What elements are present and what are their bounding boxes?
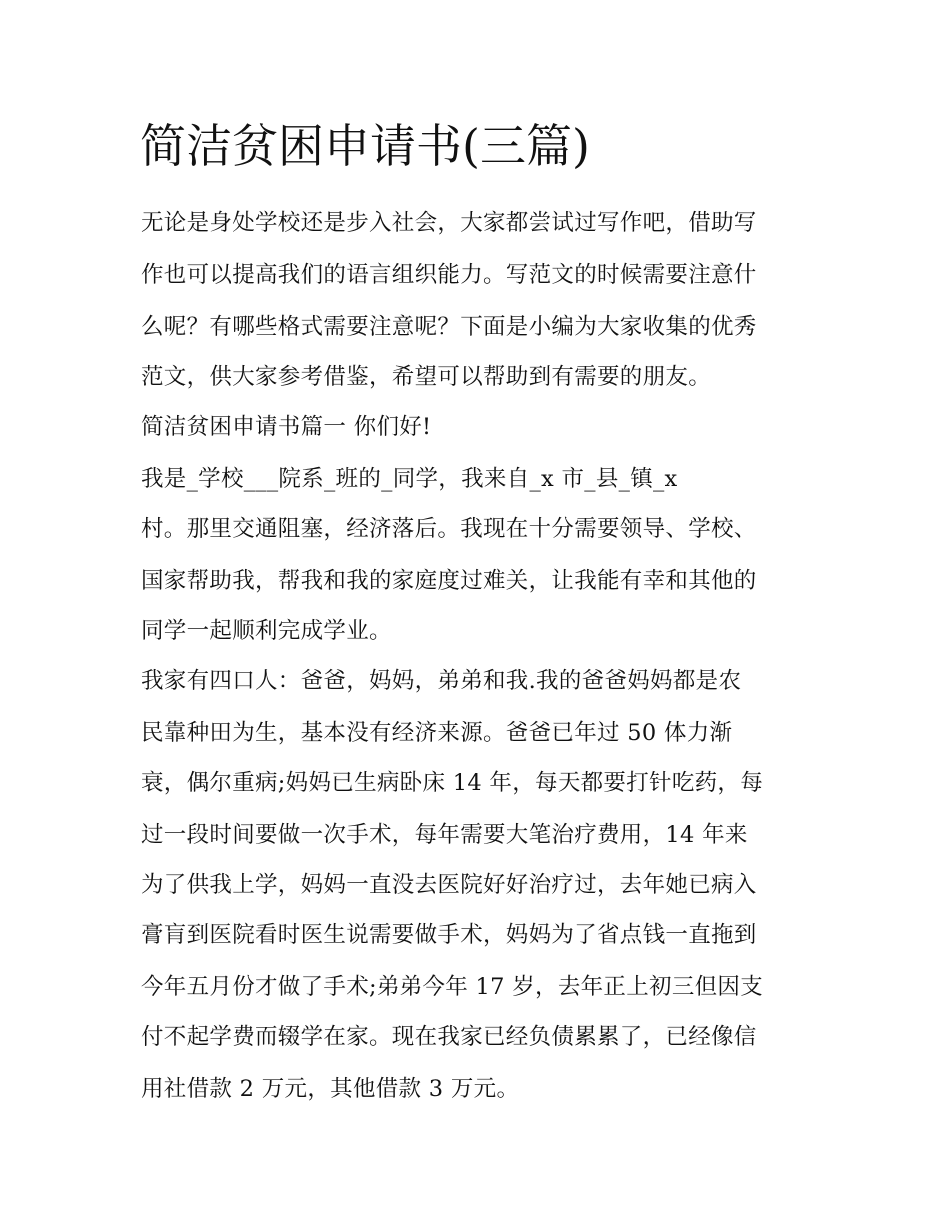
paragraph-line: 用社借款 2 万元，其他借款 3 万元。 bbox=[141, 1076, 520, 1102]
paragraph-line: 么呢？有哪些格式需要注意呢？下面是小编为大家收集的优秀 bbox=[141, 314, 757, 340]
paragraph-line: 今年五月份才做了手术;弟弟今年 17 岁，去年正上初三但因支 bbox=[141, 974, 764, 1000]
paragraph-line: 范文，供大家参考借鉴，希望可以帮助到有需要的朋友。 bbox=[141, 364, 712, 390]
paragraph-line: 衰，偶尔重病;妈妈已生病卧床 14 年，每天都要打针吃药，每 bbox=[141, 770, 764, 796]
paragraph-line: 民靠种田为生，基本没有经济来源。爸爸已年过 50 体力渐 bbox=[141, 720, 733, 746]
paragraph-line: 同学一起顺利完成学业。 bbox=[141, 618, 392, 644]
paragraph-line: 为了供我上学，妈妈一直没去医院好好治疗过，去年她已病入 bbox=[141, 872, 757, 898]
paragraph-line: 过一段时间要做一次手术，每年需要大笔治疗费用，14 年来 bbox=[141, 822, 748, 848]
paragraph-line: 作也可以提高我们的语言组织能力。写范文的时候需要注意什 bbox=[141, 262, 757, 288]
paragraph-line: 我家有四口人：爸爸，妈妈，弟弟和我.我的爸爸妈妈都是农 bbox=[141, 668, 742, 694]
paragraph-line: 膏肓到医院看时医生说需要做手术，妈妈为了省点钱一直拖到 bbox=[141, 922, 757, 948]
paragraph-line: 我是_学校___院系_班的_同学，我来自_x 市_县_镇_x bbox=[141, 466, 678, 492]
paragraph-line: 付不起学费而辍学在家。现在我家已经负债累累了，已经像信 bbox=[141, 1024, 757, 1050]
document-title: 简洁贫困申请书(三篇) bbox=[140, 119, 590, 173]
paragraph-line: 无论是身处学校还是步入社会，大家都尝试过写作吧，借助写 bbox=[141, 210, 757, 236]
paragraph-line: 国家帮助我，帮我和我的家庭度过难关，让我能有幸和其他的 bbox=[141, 568, 757, 594]
section-heading: 简洁贫困申请书篇一 你们好! bbox=[141, 414, 432, 440]
paragraph-line: 村。那里交通阻塞，经济落后。我现在十分需要领导、学校、 bbox=[141, 516, 757, 542]
